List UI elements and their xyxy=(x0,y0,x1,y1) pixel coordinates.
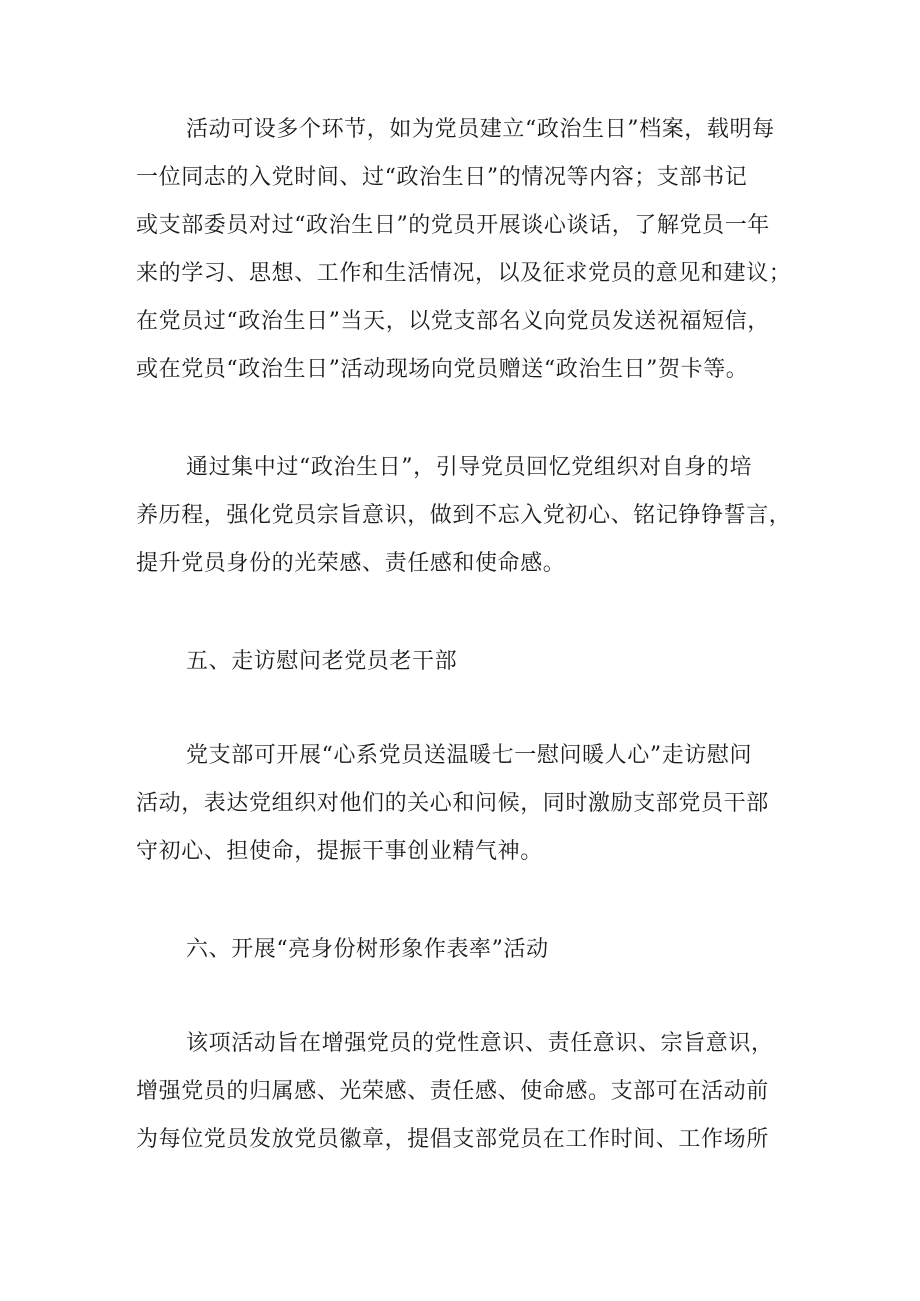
paragraph-line: 养历程，强化党员宗旨意识，做到不忘入党初心、铭记铮铮誓言， xyxy=(136,503,792,528)
section-heading-6: 六、开展“亮身份树形象作表率”活动 xyxy=(186,937,549,962)
paragraph-line: 活动，表达党组织对他们的关心和问候，同时激励支部党员干部 xyxy=(136,791,769,816)
paragraph-line: 党支部可开展“心系党员送温暖七一慰问暖人心”走访慰问 xyxy=(186,743,753,768)
paragraph-line: 或支部委员对过“政治生日”的党员开展谈心谈话，了解党员一年 xyxy=(136,213,770,238)
paragraph-line: 该项活动旨在增强党员的党性意识、责任意识、宗旨意识， xyxy=(186,1031,774,1056)
paragraph-line: 为每位党员发放党员徽章，提倡支部党员在工作时间、工作场所 xyxy=(136,1127,769,1152)
paragraph-line: 来的学习、思想、工作和生活情况，以及征求党员的意见和建议； xyxy=(136,261,792,286)
paragraph-line: 一位同志的入党时间、过“政治生日”的情况等内容；支部书记 xyxy=(136,165,748,190)
paragraph-line: 守初心、担使命，提振干事创业精气神。 xyxy=(136,839,543,864)
paragraph-line: 在党员过“政治生日”当天，以党支部名义向党员发送祝福短信， xyxy=(136,309,770,334)
paragraph-line: 通过集中过“政治生日”，引导党员回忆党组织对自身的培 xyxy=(186,455,753,480)
paragraph-line: 活动可设多个环节，如为党员建立“政治生日”档案，载明每 xyxy=(186,117,775,142)
paragraph-line: 或在党员“政治生日”活动现场向党员赠送“政治生日”贺卡等。 xyxy=(136,357,749,382)
section-heading-5: 五、走访慰问老党员老干部 xyxy=(186,649,458,674)
paragraph-line: 提升党员身份的光荣感、责任感和使命感。 xyxy=(136,551,566,576)
paragraph-line: 增强党员的归属感、光荣感、责任感、使命感。支部可在活动前 xyxy=(136,1079,769,1104)
